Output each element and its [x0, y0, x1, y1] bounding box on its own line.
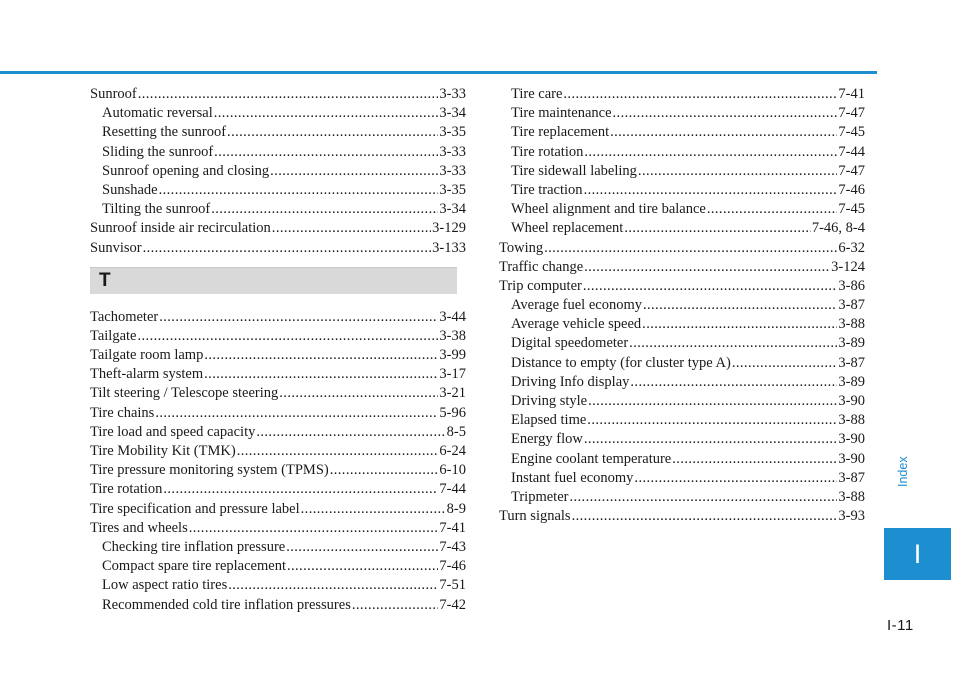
entry-page-ref: 3-99: [439, 347, 466, 364]
index-subentry: [499, 315, 865, 334]
entry-term: Digital speedometer: [511, 335, 629, 352]
entry-term: Recommended cold tire inflation pressures: [102, 596, 351, 613]
entry-term: Traffic change: [499, 258, 584, 275]
index-subentry: [499, 411, 865, 430]
entry-page-ref: 3-129: [432, 220, 466, 237]
dot-leader: [286, 538, 438, 557]
index-subentry: [499, 488, 865, 507]
entry-term: Sunroof inside air recirculation: [90, 220, 271, 237]
dot-leader: [643, 296, 837, 315]
dot-leader: [211, 200, 438, 219]
entry-term: Tailgate: [90, 327, 137, 344]
entry-page-ref: 3-35: [439, 181, 466, 198]
dot-leader: [228, 576, 438, 595]
entry-term: Automatic reversal: [102, 105, 213, 122]
dot-leader: [270, 162, 438, 181]
index-entry: [90, 404, 466, 423]
dot-leader: [629, 334, 837, 353]
entry-page-ref: 5-96: [439, 404, 466, 421]
entry-page-ref: 7-46: [838, 181, 865, 198]
entry-term: Tilting the sunroof: [102, 201, 211, 218]
dot-leader: [613, 104, 838, 123]
entry-page-ref: 3-88: [838, 316, 865, 333]
index-subentry: [90, 143, 466, 162]
entry-page-ref: 3-86: [838, 277, 865, 294]
index-subentry: [499, 143, 865, 162]
dot-leader: [588, 392, 837, 411]
entry-page-ref: 3-133: [432, 239, 466, 256]
dot-leader: [642, 315, 837, 334]
dot-leader: [584, 258, 830, 277]
index-subentry: [90, 576, 466, 595]
index-list-s: [90, 85, 466, 258]
entry-page-ref: 7-45: [838, 201, 865, 218]
dot-leader: [256, 423, 445, 442]
dot-leader: [155, 404, 438, 423]
entry-page-ref: 7-45: [838, 124, 865, 141]
entry-term: Checking tire inflation pressure: [102, 538, 286, 555]
index-column-right: [499, 85, 865, 526]
index-entry: [90, 346, 466, 365]
entry-page-ref: 3-44: [439, 308, 466, 325]
index-subentry: [499, 469, 865, 488]
entry-term: Theft-alarm system: [90, 366, 204, 383]
index-subentry: [499, 450, 865, 469]
entry-term: Tire Mobility Kit (TMK): [90, 443, 236, 459]
entry-page-ref: 7-41: [439, 519, 466, 536]
entry-page-ref: 7-46, 8-4: [811, 220, 865, 237]
index-subentry: [90, 104, 466, 123]
index-subentry: [90, 123, 466, 142]
page-number: I-11: [887, 617, 914, 634]
index-subentry: [499, 219, 865, 238]
index-entry: [90, 85, 466, 104]
entry-page-ref: 3-33: [439, 86, 466, 102]
index-subentry: [499, 430, 865, 449]
dot-leader: [634, 469, 837, 488]
entry-term: Low aspect ratio tires: [102, 577, 228, 594]
index-entry: [90, 500, 466, 519]
index-list-t-continued: [499, 85, 865, 526]
dot-leader: [214, 104, 439, 123]
index-entry: [90, 519, 466, 538]
entry-term: Tires and wheels: [90, 519, 188, 536]
dot-leader: [189, 519, 439, 538]
index-column-left: [90, 85, 466, 615]
entry-term: Sliding the sunroof: [102, 143, 214, 160]
entry-term: Tire care: [511, 86, 563, 102]
entry-term: Wheel alignment and tire balance: [511, 201, 706, 218]
side-index-tab: I: [884, 528, 951, 580]
dot-leader: [227, 123, 438, 142]
index-entry: [90, 327, 466, 346]
index-entry: [90, 423, 466, 442]
dot-leader: [214, 143, 438, 162]
index-subentry: [499, 392, 865, 411]
dot-leader: [143, 239, 432, 258]
entry-term: Tire rotation: [511, 143, 584, 160]
entry-page-ref: 7-51: [439, 577, 466, 594]
entry-page-ref: 3-34: [439, 201, 466, 218]
entry-page-ref: 3-33: [439, 143, 466, 160]
dot-leader: [159, 308, 438, 327]
dot-leader: [138, 327, 439, 346]
dot-leader: [352, 596, 439, 615]
index-subentry: [499, 296, 865, 315]
index-entry: [90, 442, 466, 461]
index-entry: [90, 461, 466, 480]
dot-leader: [569, 488, 837, 507]
dot-leader: [572, 507, 838, 526]
dot-leader: [638, 162, 837, 181]
entry-term: Distance to empty (for cluster type A): [511, 354, 731, 371]
entry-page-ref: 7-47: [838, 162, 865, 179]
index-subentry: [90, 596, 466, 615]
index-subentry: [499, 123, 865, 142]
entry-page-ref: 3-124: [831, 258, 865, 275]
entry-term: Tire replacement: [511, 124, 610, 141]
entry-page-ref: 3-90: [838, 431, 865, 448]
index-subentry: [90, 181, 466, 200]
entry-term: Driving style: [511, 393, 588, 409]
dot-leader: [732, 354, 838, 373]
entry-term: Tailgate room lamp: [90, 347, 204, 364]
entry-page-ref: 7-41: [838, 86, 865, 102]
entry-term: Sunshade: [102, 181, 158, 198]
entry-page-ref: 7-44: [439, 481, 466, 498]
entry-page-ref: 3-35: [439, 124, 466, 141]
entry-page-ref: 7-46: [439, 558, 466, 575]
dot-leader: [584, 181, 838, 200]
dot-leader: [544, 239, 837, 258]
entry-page-ref: 3-89: [838, 373, 865, 390]
index-entry: [90, 480, 466, 499]
index-subentry: [499, 334, 865, 353]
entry-term: Tire maintenance: [511, 105, 612, 122]
entry-term: Trip computer: [499, 277, 582, 294]
index-subentry: [90, 557, 466, 576]
dot-leader: [237, 442, 439, 461]
section-letter-bar: T: [90, 267, 457, 294]
index-entry: [90, 365, 466, 384]
dot-leader: [672, 450, 837, 469]
dot-leader: [610, 123, 837, 142]
entry-term: Tripmeter: [511, 488, 569, 505]
entry-page-ref: 3-33: [439, 162, 466, 179]
entry-term: Towing: [499, 239, 544, 256]
entry-term: Average fuel economy: [511, 297, 642, 314]
entry-term: Average vehicle speed: [511, 316, 642, 333]
index-entry: [90, 239, 466, 258]
dot-leader: [587, 411, 837, 430]
index-subentry: [499, 354, 865, 373]
dot-leader: [204, 365, 438, 384]
index-entry: [499, 239, 865, 258]
index-subentry: [499, 200, 865, 219]
entry-page-ref: 3-87: [838, 354, 865, 371]
entry-term: Engine coolant temperature: [511, 450, 672, 467]
entry-page-ref: 6-24: [439, 443, 466, 459]
dot-leader: [584, 143, 837, 162]
index-entry: [90, 384, 466, 403]
entry-page-ref: 7-47: [838, 105, 865, 122]
entry-page-ref: 3-90: [838, 393, 865, 409]
dot-leader: [163, 480, 438, 499]
entry-page-ref: 7-42: [439, 596, 466, 613]
index-entry: [90, 219, 466, 238]
index-entry: [499, 277, 865, 296]
entry-page-ref: 3-34: [439, 105, 466, 122]
entry-term: Resetting the sunroof: [102, 124, 227, 141]
dot-leader: [138, 85, 439, 104]
entry-term: Tilt steering / Telescope steering: [90, 385, 279, 402]
entry-term: Tire traction: [511, 181, 583, 198]
dot-leader: [279, 384, 438, 403]
dot-leader: [287, 557, 438, 576]
entry-term: Tire pressure monitoring system (TPMS): [90, 462, 329, 479]
entry-term: Sunvisor: [90, 239, 142, 256]
entry-page-ref: 7-44: [838, 143, 865, 160]
entry-page-ref: 6-10: [439, 462, 466, 479]
dot-leader: [584, 430, 838, 449]
entry-term: Tire specification and pressure label: [90, 500, 300, 517]
entry-page-ref: 3-17: [439, 366, 466, 383]
entry-term: Instant fuel economy: [511, 469, 634, 486]
index-entry: [90, 308, 466, 327]
entry-page-ref: 3-90: [838, 450, 865, 467]
entry-term: Wheel replacement: [511, 220, 624, 237]
dot-leader: [707, 200, 838, 219]
entry-term: Elapsed time: [511, 412, 587, 429]
dot-leader: [630, 373, 837, 392]
entry-term: Tire chains: [90, 404, 155, 421]
index-list-t: [90, 308, 466, 615]
dot-leader: [330, 461, 439, 480]
entry-term: Tire load and speed capacity: [90, 423, 256, 440]
entry-term: Sunroof: [90, 86, 137, 102]
side-index-label: Index: [896, 456, 910, 487]
dot-leader: [159, 181, 439, 200]
dot-leader: [563, 85, 837, 104]
index-subentry: [90, 200, 466, 219]
entry-page-ref: 3-89: [838, 335, 865, 352]
dot-leader: [204, 346, 438, 365]
entry-page-ref: 3-21: [439, 385, 466, 402]
entry-page-ref: 3-38: [439, 327, 466, 344]
entry-page-ref: 8-9: [446, 500, 466, 517]
index-entry: [499, 507, 865, 526]
index-subentry: [90, 538, 466, 557]
header-rule: [0, 71, 877, 74]
dot-leader: [272, 219, 431, 238]
entry-term: Energy flow: [511, 431, 583, 448]
entry-page-ref: 6-32: [838, 239, 865, 256]
entry-page-ref: 3-88: [838, 412, 865, 429]
entry-page-ref: 3-93: [838, 508, 865, 525]
index-subentry: [499, 85, 865, 104]
index-subentry: [499, 104, 865, 123]
entry-term: Sunroof opening and closing: [102, 162, 270, 179]
index-subentry: [499, 162, 865, 181]
index-subentry: [499, 373, 865, 392]
entry-term: Tire rotation: [90, 481, 163, 498]
entry-term: Driving Info display: [511, 373, 630, 390]
entry-page-ref: 3-88: [838, 488, 865, 505]
entry-page-ref: 3-87: [838, 469, 865, 486]
dot-leader: [583, 277, 838, 296]
entry-term: Turn signals: [499, 508, 571, 525]
entry-term: Tire sidewall labeling: [511, 162, 637, 179]
index-entry: [499, 258, 865, 277]
index-subentry: [499, 181, 865, 200]
dot-leader: [301, 500, 446, 519]
entry-term: Tachometer: [90, 308, 159, 325]
entry-page-ref: 7-43: [439, 538, 466, 555]
entry-term: Compact spare tire replacement: [102, 558, 286, 575]
index-subentry: [90, 162, 466, 181]
entry-page-ref: 3-87: [838, 297, 865, 314]
dot-leader: [624, 219, 811, 238]
entry-page-ref: 8-5: [446, 423, 466, 440]
